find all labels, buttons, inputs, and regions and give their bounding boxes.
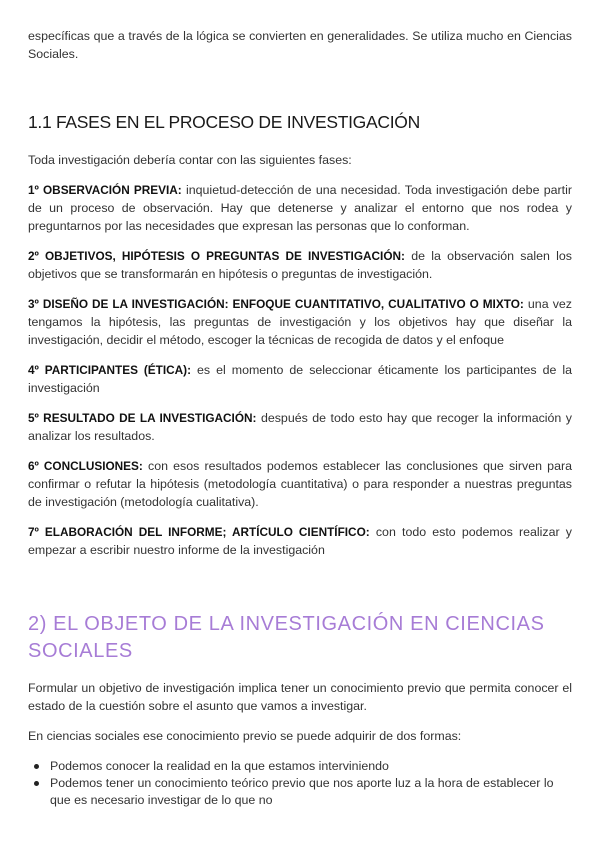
phase-2-text: de la observación salen los objetivos que se transformarán en hipótesis o preguntas de investigación. — [28, 249, 572, 281]
phase-3-text: una vez tengamos la hipótesis, las preguntas de investigación y los objetivos hay que diseñar la investigación, decidir el método, escoger la técnicas de recogida de datos y el enfoque — [28, 297, 572, 347]
bullet-icon — [34, 764, 39, 769]
document-page — [28, 0, 572, 809]
phase-6-text: con esos resultados podemos establecer las conclusiones que sirven para confirmar o refutar la hipótesis (metodología cuantitativa) o para responder a nuestras preguntas de investigación (metodología cualitativa). — [28, 459, 572, 509]
phase-7-text: con todo esto podemos realizar y empezar a escribir nuestro informe de la investigación — [28, 525, 572, 557]
phase-1 — [28, 181, 572, 235]
phase-4-label: 4º PARTICIPANTES (ÉTICA): — [28, 363, 192, 377]
intro-paragraph: específicas que a través de la lógica se convierten en generalidades. Se utiliza mucho en Ciencias Sociales. — [28, 29, 572, 61]
phase-4 — [28, 361, 572, 397]
section-2-paragraph-1: Formular un objetivo de investigación implica tener un conocimiento previo que permita conocer el estado de la cuestión sobre el asunto que vamos a investigar. — [28, 681, 572, 713]
list-item-text: Podemos conocer la realidad en la que estamos interviniendo — [50, 759, 389, 773]
phase-7 — [28, 523, 572, 559]
phase-5-text: después de todo esto hay que recoger la información y analizar los resultados. — [28, 411, 572, 443]
phase-7-label: 7º ELABORACIÓN DEL INFORME; ARTÍCULO CIENTÍFICO: — [28, 525, 370, 539]
phase-6-label: 6º CONCLUSIONES: — [28, 459, 143, 473]
knowledge-forms-list — [28, 758, 572, 809]
phases-lead: Toda investigación debería contar con las siguientes fases: — [28, 153, 352, 167]
list-item — [50, 758, 572, 775]
bullet-icon — [34, 781, 39, 786]
list-item — [50, 775, 572, 809]
section-2-paragraph-2: En ciencias sociales ese conocimiento previo se puede adquirir de dos formas: — [28, 729, 462, 743]
phase-4-text: es el momento de seleccionar éticamente los participantes de la investigación — [28, 363, 573, 395]
phase-6 — [28, 457, 572, 511]
section-1-title: 1.1 FASES EN EL PROCESO DE INVESTIGACIÓN — [28, 112, 420, 132]
phase-1-text: inquietud-detección de una necesidad. Toda investigación debe partir de un proceso de observación. Hay que detenerse y analizar el entorno que nos rodea y preguntarnos por las necesidades que expresan las personas que lo conforman. — [28, 183, 572, 233]
phase-5-label: 5º RESULTADO DE LA INVESTIGACIÓN: — [28, 411, 257, 425]
section-2-title: 2) EL OBJETO DE LA INVESTIGACIÓN EN CIENCIAS SOCIALES — [28, 613, 545, 662]
phase-2-label: 2º OBJETIVOS, HIPÓTESIS O PREGUNTAS DE INVESTIGACIÓN: — [28, 249, 405, 263]
phase-1-label: 1º OBSERVACIÓN PREVIA: — [28, 183, 182, 197]
phase-3-label: 3º DISEÑO DE LA INVESTIGACIÓN: ENFOQUE CUANTITATIVO, CUALITATIVO O MIXTO: — [28, 297, 524, 311]
list-item-text: Podemos tener un conocimiento teórico previo que nos aporte luz a la hora de establecer lo que es necesario investigar de lo que no — [50, 776, 554, 807]
phase-3 — [28, 295, 572, 349]
phase-5 — [28, 409, 572, 445]
phase-2 — [28, 247, 572, 283]
